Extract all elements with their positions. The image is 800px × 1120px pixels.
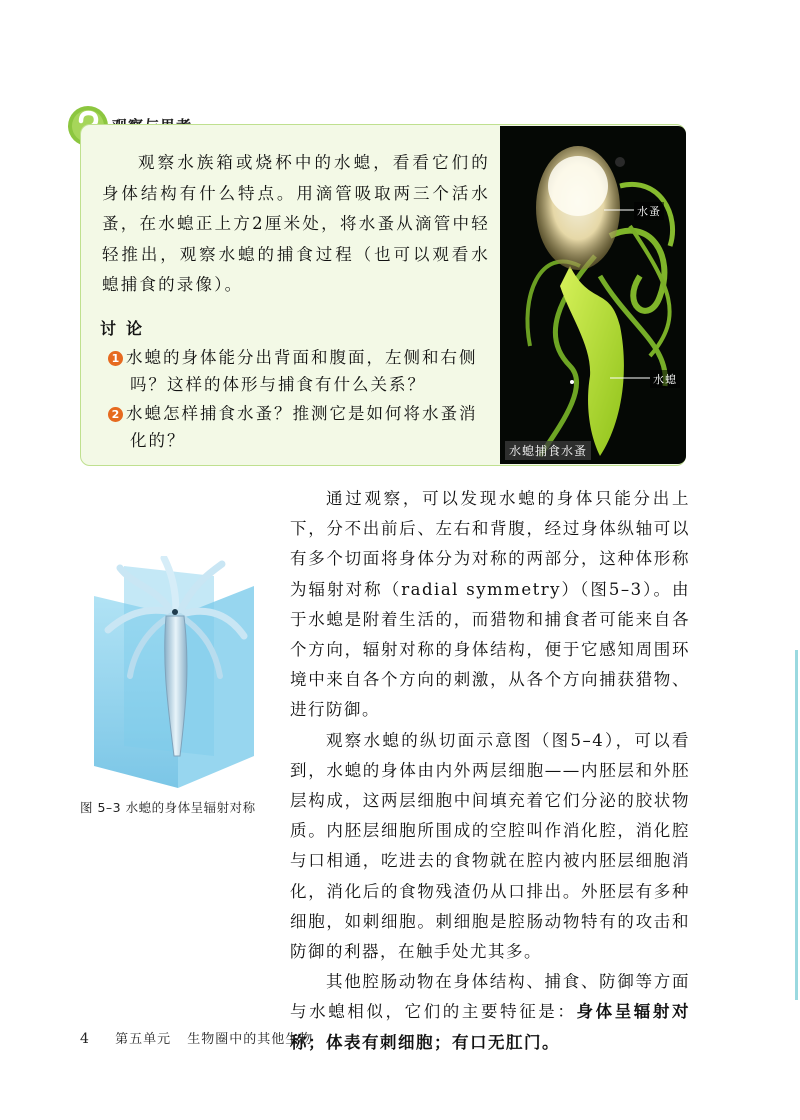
question-text-cont: 吗？这样的体形与捕食有什么关系？	[130, 375, 426, 394]
paragraph-3-text: 其他腔肠动物在身体结构、捕食、防御等方面与水螅相似，它们的主要特征是：	[290, 972, 690, 1022]
hydra-photo-illustration	[500, 126, 686, 464]
paragraph-1: 通过观察，可以发现水螅的身体只能分出上下，分不出前后、左右和背腹，经过身体纵轴可以有多个切面将身体分为对称的两部分，这种体形称为辐射对称（radial symmetry）（图5–3）。由于水螅是附着生活的，而猎物和捕食者可能来自各个方向，辐射对称的身体结构，便于它感知周围环境中来自各个方向的刺激，从各个方向捕获猎物、进行防御。	[290, 489, 690, 720]
question-text-cont: 化的？	[130, 431, 186, 450]
page-edge-marker	[795, 650, 798, 1000]
page-footer	[80, 1028, 313, 1047]
figure-caption: 图 5–3 水螅的身体呈辐射对称	[80, 800, 256, 815]
discussion-question-1	[108, 344, 498, 398]
question-number-badge: 2	[108, 407, 123, 422]
chapter-title: 生物圈中的其他生物	[187, 1032, 314, 1047]
radial-symmetry-figure	[84, 556, 258, 788]
discuss-label: 讨论	[100, 319, 153, 338]
question-text: 水螅怎样捕食水蚤？推测它是如何将水蚤消	[126, 404, 478, 423]
photo-caption: 水螅捕食水蚤	[505, 441, 591, 460]
hydra-feeding-photo	[500, 126, 686, 464]
photo-label-hydra: 水螅	[650, 370, 680, 388]
key-features-bold: 身体呈辐射对称；体表有刺细胞；有口无肛门。	[290, 1002, 691, 1052]
discussion-question-2	[108, 400, 498, 454]
paragraph-2: 观察水螅的纵切面示意图（图5–4），可以看到，水螅的身体由内外两层细胞——内胚层和外胚层构成，这两层细胞中间填充着它们分泌的胶状物质。内胚层细胞所围成的空腔叫作消化腔，消化腔与口相通，吃进去的食物就在腔内被内胚层细胞消化，消化后的食物残渣仍从口排出。外胚层有多种细胞，如刺细胞。刺细胞是腔肠动物特有的攻击和防御的利器，在触手处尤其多。	[290, 730, 690, 962]
question-text: 水螅的身体能分出背面和腹面，左侧和右侧	[126, 348, 478, 367]
observe-instructions: 观察水族箱或烧杯中的水螅，看看它们的身体结构有什么特点。用滴管吸取两三个活水蚤，在水螅正上方2厘米处，将水蚤从滴管中轻轻推出，观察水螅的捕食过程（也可以观看水螅捕食的录像）。	[102, 153, 490, 294]
main-body-text	[290, 484, 690, 1058]
photo-label-water-flea: 水蚤	[634, 202, 664, 220]
page-number: 4	[80, 1031, 89, 1047]
unit-label: 第五单元	[115, 1032, 172, 1047]
question-number-badge: 1	[108, 351, 123, 366]
paragraph-3	[290, 967, 690, 1058]
